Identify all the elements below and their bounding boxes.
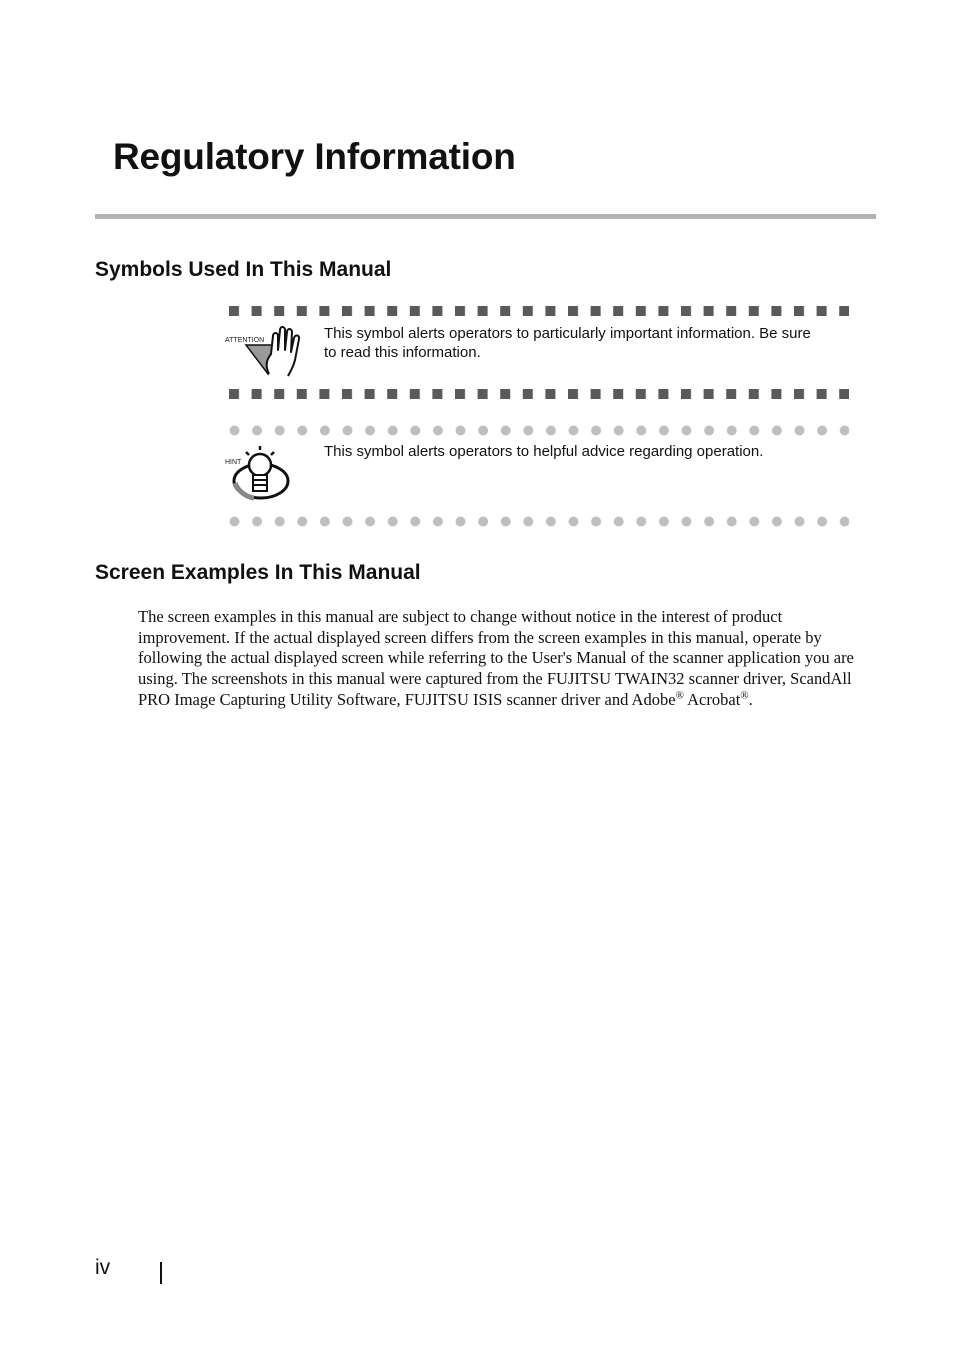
attention-hand-icon — [224, 324, 304, 378]
symbols-heading: Symbols Used In This Manual — [95, 258, 392, 281]
paragraph-main-text: The screen examples in this manual are subject to change without notice in the interest of product improvement. If the actual displayed screen differs from the screen examples in this manual, operate by following the actual displayed screen while referring to the User's Manual of the scanner application you are using. The screenshots in this manual were captured from the FUJITSU TWAIN32 scanner driver, ScandAll PRO Image Capturing Utility Software, FUJITSU ISIS scanner driver and Adobe — [138, 607, 854, 709]
hint-bottom-border — [229, 516, 849, 527]
page-number: iv — [95, 1256, 111, 1279]
hint-description: This symbol alerts operators to helpful advice regarding operation. — [324, 443, 764, 460]
paragraph-product-text: Acrobat — [683, 689, 741, 709]
screen-examples-heading: Screen Examples In This Manual — [95, 561, 421, 584]
hint-top-border — [229, 425, 849, 436]
attention-bottom-border — [229, 389, 849, 400]
attention-top-border — [229, 306, 849, 317]
attention-icon-label: ATTENTION — [225, 337, 265, 344]
registered-mark: ® — [675, 689, 684, 702]
page-title: Regulatory Information — [113, 136, 516, 177]
hint-lightbulb-icon — [224, 443, 290, 503]
title-rule — [95, 214, 876, 219]
screen-examples-paragraph — [138, 607, 863, 711]
registered-mark: ® — [740, 689, 749, 702]
paragraph-end: . — [748, 689, 753, 709]
page-number-divider — [160, 1262, 162, 1284]
attention-description: This symbol alerts operators to particularly important information. Be sure to read this information. — [324, 325, 811, 361]
hint-icon-label: HINT — [225, 459, 242, 466]
